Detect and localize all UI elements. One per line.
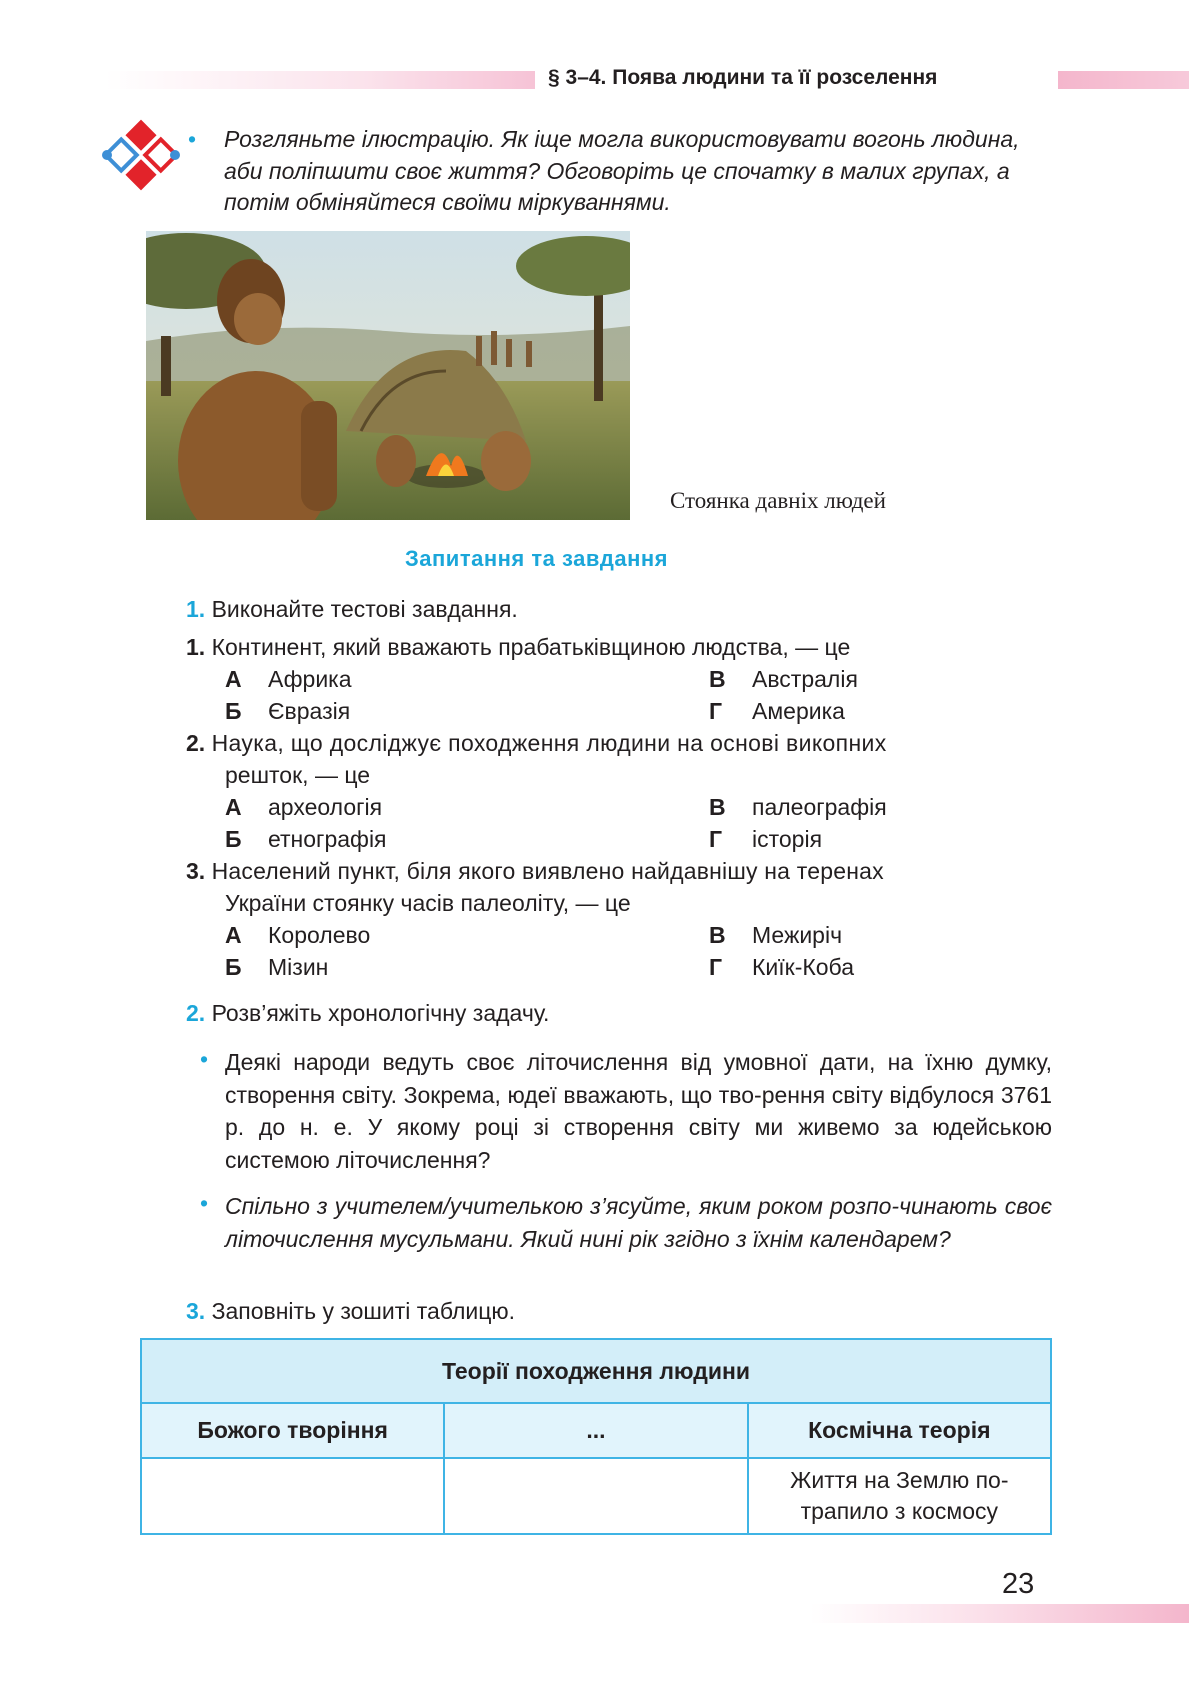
question-text: Населений пункт, біля якого виявлено найдавнішу на теренах	[211, 858, 884, 884]
question-text: Наука, що досліджує походження людини на основі викопних	[211, 730, 887, 756]
header-decor-band-right	[1058, 71, 1189, 89]
option-letter: Г	[709, 698, 723, 724]
question-3	[186, 858, 884, 885]
option-text: Королево	[268, 922, 371, 948]
option-a	[225, 666, 352, 693]
option-letter: В	[709, 794, 726, 820]
table-cell	[444, 1458, 747, 1534]
section-heading: Запитання та завдання	[405, 546, 669, 571]
option-letter: В	[709, 922, 726, 948]
task-number: 1.	[186, 596, 206, 622]
option-text: Австралія	[752, 666, 858, 692]
option-letter: Г	[709, 954, 723, 980]
header-decor-band	[105, 71, 535, 89]
option-letter: Г	[709, 826, 723, 852]
task-number: 2.	[186, 1000, 206, 1026]
option-text: Межиріч	[752, 922, 843, 948]
question-2-cont: решток, — це	[225, 762, 371, 788]
illustration-caption: Стоянка давніх людей	[670, 488, 886, 513]
option-b	[225, 698, 350, 725]
option-text: Африка	[268, 666, 352, 692]
table-cell	[141, 1458, 444, 1534]
task-1	[186, 596, 518, 623]
option-letter: Б	[225, 826, 242, 852]
option-letter: А	[225, 922, 242, 948]
table-column-header: Божого творіння	[141, 1403, 444, 1458]
option-text: етнографія	[268, 826, 387, 852]
table-column-header: Космічна теорія	[748, 1403, 1051, 1458]
table-cell: Життя на Землю по-трапило з космосу	[748, 1458, 1051, 1534]
bullet-icon: •	[188, 126, 197, 152]
footer-decor-band	[810, 1604, 1189, 1623]
option-letter: Б	[225, 698, 242, 724]
option-text: Євразія	[268, 698, 351, 724]
intro-text: Розгляньте ілюстрацію. Як іще могла використовувати вогонь людина, аби поліпшити своє життя? Обговоріть це спочатку в малих групах, а потім обміняйтеся своїми міркуваннями.	[224, 126, 1020, 215]
option-h	[709, 826, 822, 853]
task-text: Розв’яжіть хронологічну задачу.	[211, 1000, 550, 1026]
option-text: Мізин	[268, 954, 329, 980]
origin-theories-table	[140, 1338, 1052, 1535]
page-header-title: § 3–4. Поява людини та її розселення	[548, 66, 938, 89]
question-3-cont: України стоянку часів палеоліту, — це	[225, 890, 631, 916]
task-2	[186, 1000, 549, 1027]
option-letter: В	[709, 666, 726, 692]
task-2-bullet-1: Деякі народи ведуть своє літочислення від умовної дати, на їхню думку, створення світу. Зокрема, юдеї вважають, що тво-рення світу відбулося 3761 р. до н. е. У якому році зі створення світу ми живемо за юдейською системою літочислення?	[225, 1049, 1052, 1173]
intro-question	[188, 124, 1052, 219]
table-title: Теорії походження людини	[141, 1339, 1051, 1403]
illustration-ancient-camp	[146, 231, 630, 520]
option-text: історія	[752, 826, 823, 852]
table-column-header: ...	[444, 1403, 747, 1458]
question-text: Континент, який вважають прабатьківщиною людства, — це	[211, 634, 851, 660]
option-letter: Б	[225, 954, 242, 980]
option-letter: А	[225, 666, 242, 692]
option-text: Америка	[752, 698, 845, 724]
bullet-icon: •	[200, 1046, 209, 1072]
option-v	[709, 794, 887, 821]
task-text: Заповніть у зошиті таблицю.	[211, 1298, 516, 1324]
task-2-bullet-2: Спільно з учителем/учителькою з’ясуйте, яким роком розпо-чинають своє літочислення мусульмани. Який нині рік згідно з їхнім календарем?	[225, 1193, 1052, 1252]
option-h	[709, 698, 845, 725]
task-3	[186, 1298, 515, 1325]
question-number: 2.	[186, 730, 206, 756]
question-number: 1.	[186, 634, 206, 660]
option-text: археологія	[268, 794, 383, 820]
option-text: Киїк-Коба	[752, 954, 854, 980]
option-v	[709, 666, 858, 693]
option-a	[225, 922, 370, 949]
option-a	[225, 794, 382, 821]
group-work-icon	[98, 118, 184, 192]
page-number: 23	[1002, 1568, 1035, 1600]
option-text: палеографія	[752, 794, 887, 820]
question-1	[186, 634, 850, 661]
task-number: 3.	[186, 1298, 206, 1324]
option-letter: А	[225, 794, 242, 820]
task-text: Виконайте тестові завдання.	[211, 596, 518, 622]
question-number: 3.	[186, 858, 206, 884]
option-v	[709, 922, 842, 949]
bullet-icon: •	[200, 1190, 209, 1216]
question-2	[186, 730, 887, 757]
option-b	[225, 826, 387, 853]
option-h	[709, 954, 854, 981]
option-b	[225, 954, 328, 981]
